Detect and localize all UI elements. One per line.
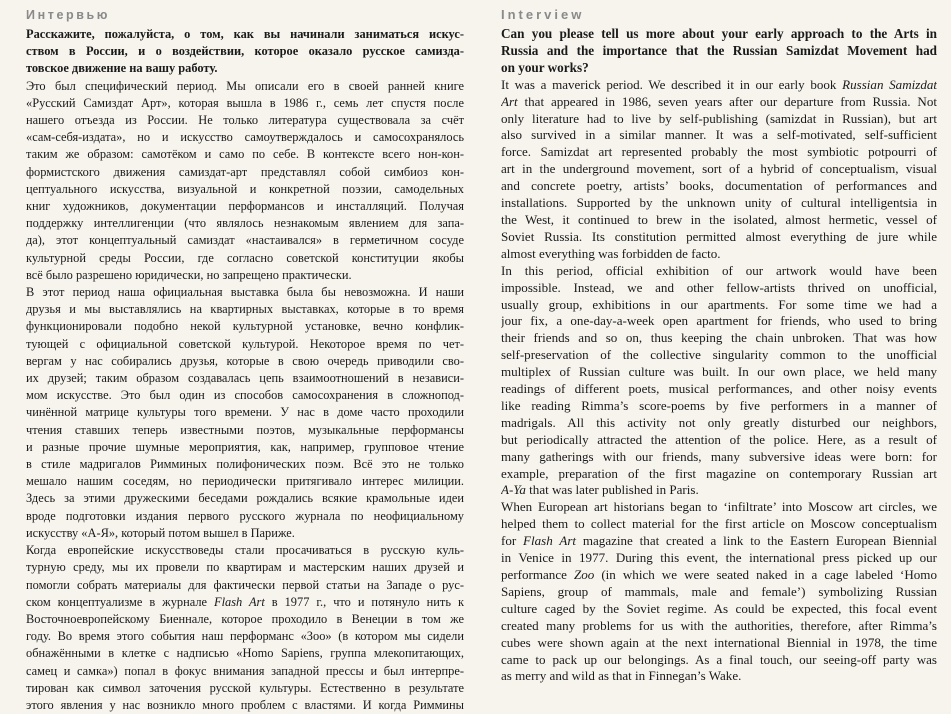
interview-question-ru: Расскажите, пожалуйста, о том, как вы начинали заниматься искус- ством в России, и о воздействии, которое оказало русское самизда- товское движение на вашу работу. — [26, 27, 464, 76]
russian-column — [26, 6, 464, 714]
answer-paragraph-en-2: In this period, official exhibition of our artwork would have been impossible. Instead, we and other fellow-artists thrived on unofficial, usually group, exhibitions in our apartments. For some time we had a jour fix, a one-day-a-week open apartment for friends, who used to bring their friends and so on, thus keeping the chain unbroken. That was how self-preservation of the collective singularity common to the unofficial multiplex of Russian culture was built. In our own place, we held many readings of different poets, musical performances, and other noisy events like reading Rimma’s score-poems by five performers in a manner of madrigals. All this activity not only greatly disturbed our neighbors, but periodically attracted the attention of the police. Here, as a result of many gatherings with our friends, many subversive ideas were born: for example, preparation of the first magazine on contemporary Russian art A-Ya that was later published in Paris. — [501, 262, 937, 498]
section-heading-ru: Интервью — [26, 8, 111, 22]
answer-paragraph-ru-3: Когда европейские искусствоведы стали просачиваться в русскую куль- турную среду, мы их провели по квартирам и мастерским наших друзей и помогли собрать материалы для фактически первой статьи на Западе о рус- ском концептуализме в журнале Flash Art в 1977 г., что и потянуло нить к Восточноевропейскому Биеннале, которое проходило в Венеции в том же году. Во время этого события наш перформанс «Зоо» (в котором мы сидели обнажёнными в клетке с надписью «Homo Sapiens, группа млекопитающих, самец и самка») попал в фокус внимания западной прессы и был интерпре- тирован как символ заточения русской культуры. Естественно в результате этого явления у нас возникло много проблем с властями. И когда Риммины — [26, 543, 464, 712]
english-column — [501, 6, 937, 685]
answer-paragraph-ru-1: Это был специфический период. Мы описали его в своей ранней книге «Русский Самиздат Арт», которая вышла в 1986 г., семь лет спустя после нашего отъезда из России. Не только литература существовала за счёт «сам-себя-издата», но и искусство самоутверждалось и самосохранялось таким же образом: самотёком и само по себе. В контексте всего нон-кон- формистского движения самиздат-арт представлял собой симбиоз кон- цептуального искусства, визуальной и конкретной поэзии, самодельных книг художников, документации перформансов и инсталляций. Получая поддержку интеллигенции (что являлось незнакомым явлением для запа- да), этот концептуальный самиздат «настаивался» в герметичном сосуде культурной среды России, где согласно советской конституции якобы всё было разрешено юридически, но запрещено практически. — [26, 78, 464, 282]
answer-paragraph-en-1: It was a maverick period. We described it in our early book Russian Samizdat Art that appeared in 1986, seven years after our departure from Russia. Not only literature had to live by self-publishing (samizdat in Russian), but art also survived in a similar manner. It was a self-motivated, self-sufficient force. Samizdat art represented probably the most symbiotic potpourri of art in the underground movement, sort of a hybrid of conceptualism, visual and concrete poetry, artists’ books, documentation of performances and installations. Supported by the unknown unity of cultural intelligentsia in the West, it continued to brew in the isolated, almost hermetic, vessel of Soviet Russia. Its constitution permitted almost everything de jure while almost everything was forbidden de facto. — [501, 76, 937, 261]
answer-paragraph-ru-2: В этот период наша официальная выставка была бы невозможна. И наши друзья и мы выставлялись на квартирных выставках, которые в то время функционировали подобно некой культурной установке, вечно конфлик- тующей с официальной советской культурой. Некоторое время по чет- вергам у нас собирались друзья, которые в свою очередь приводили сво- их друзей; таким образом создавалась цепь взаимоотношений в независи- мом искусстве. Это был один из способов самосохранения в сложнопод- чинённой матрице культуры того времени. У нас в доме часто проходили чтения ставших теперь известными поэтов, музыкальные перформансы и разные прочие шумные мероприятия, как, например, групповое чтение в стиле мадригалов Римминых полифонических поэм. Всё это не только мешало нашим соседям, но периодически притягивало интерес милиции. Здесь за этими дружескими беседами рождались всякие крамольные идеи вроде подготовки издания первого русского журнала по неофициальному искусству «А-Я», который потом вышел в Париже. — [26, 285, 464, 540]
answer-paragraph-en-3: When European art historians began to ‘infiltrate’ into Moscow art circles, we helped them to collect material for the first article on Moscow conceptualism for Flash Art magazine that created a link to the Eastern European Biennial in Venice in 1977. During this event, the international press picked up our performance Zoo (in which we were seated naked in a cage labeled ‘Homo Sapiens, group of mammals, male and female’) symbolizing Russian culture caged by the Soviet regime. As could be expected, this focal event created many problems for us with the authorities, therefore, after Rimma’s cubes were shown again at the next international Biennial in 1978, the time came to pack up our belongings. As a final touch, our seeing-off party was as merry and wild as that in Finnegan’s Wake. — [501, 499, 937, 684]
interview-question-en: Can you please tell us more about your early approach to the Arts in Russia and the importance that the Russian Samizdat Movement had on your works? — [501, 26, 937, 75]
section-heading-en: Interview — [501, 7, 585, 22]
